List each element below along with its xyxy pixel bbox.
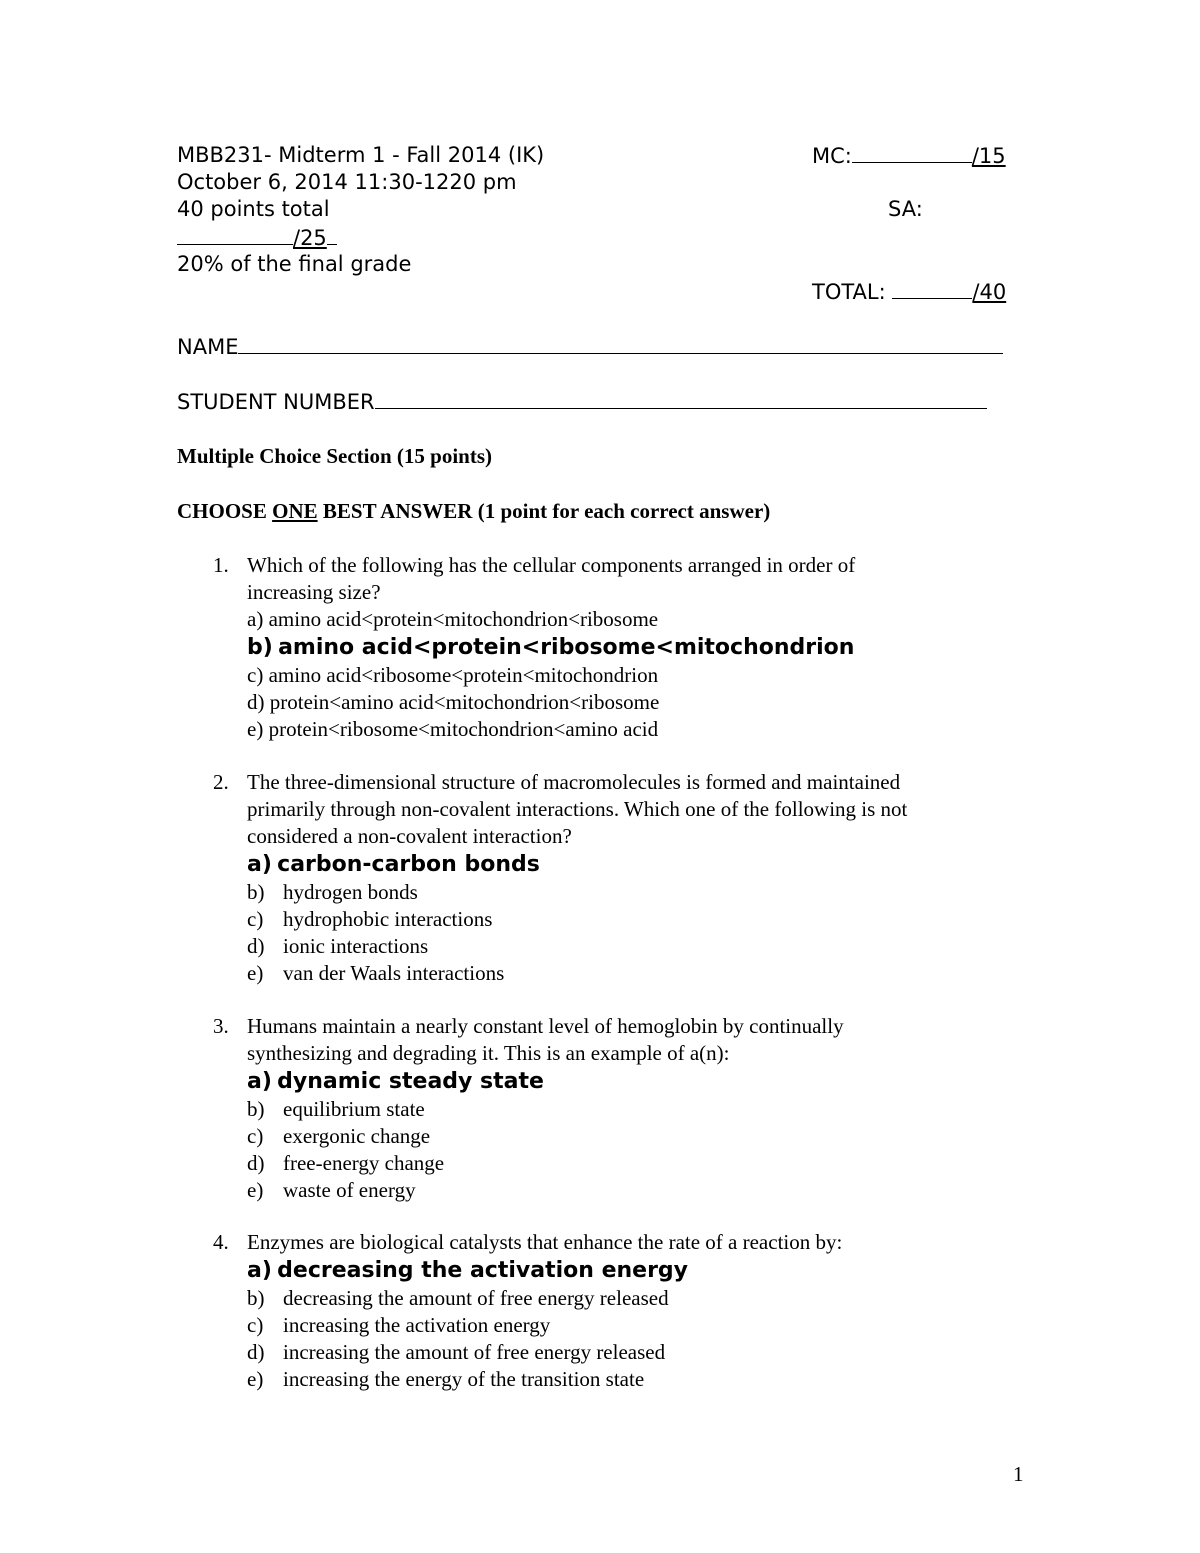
question-stem-line: synthesizing and degrading it. This is an example of a(n):: [247, 1041, 730, 1065]
total-score-line: [812, 278, 1006, 306]
answer-option-b[interactable]: [247, 633, 1037, 662]
answer-option-a[interactable]: [247, 606, 1037, 633]
option-letter: d): [247, 1151, 265, 1175]
sa-blank-tail: [327, 224, 337, 245]
answer-option-b[interactable]: [247, 1285, 1037, 1312]
page-number: 1: [1013, 1462, 1024, 1486]
question-body: [247, 1229, 1037, 1393]
question-number: 4.: [213, 1230, 229, 1254]
answer-option-e[interactable]: [247, 960, 1037, 987]
correct-answer-text: decreasing the activation energy: [277, 1258, 689, 1283]
section-title: Multiple Choice Section (15 points): [177, 444, 492, 468]
answer-option-e[interactable]: [247, 1177, 1037, 1204]
answer-option-c[interactable]: [247, 906, 1037, 933]
answer-option-c[interactable]: [247, 1123, 1037, 1150]
question-stem-line: considered a non-covalent interaction?: [247, 824, 572, 848]
option-text: increasing the amount of free energy released: [283, 1340, 666, 1364]
answer-option-d[interactable]: [247, 933, 1037, 960]
answer-option-d[interactable]: [247, 1150, 1037, 1177]
question-body: [247, 552, 1037, 743]
question-body: [247, 769, 1037, 987]
instruction-pre: CHOOSE: [177, 499, 273, 523]
option-text: van der Waals interactions: [283, 961, 505, 985]
name-input-line[interactable]: [238, 333, 1003, 354]
question-stem-line: The three-dimensional structure of macromolecules is formed and maintained: [247, 770, 901, 794]
question-stem-line: Enzymes are biological catalysts that enhance the rate of a reaction by:: [247, 1230, 843, 1254]
option-text: amino acid<protein<mitochondrion<ribosome: [268, 607, 659, 631]
answer-option-a[interactable]: [247, 850, 1037, 879]
total-blank[interactable]: [892, 278, 972, 299]
instruction-emphasis: ONE: [272, 499, 318, 523]
option-text: amino acid<ribosome<protein<mitochondrion: [268, 663, 659, 687]
option-text: increasing the activation energy: [283, 1313, 551, 1337]
option-letter: e): [247, 1367, 264, 1391]
option-letter: e): [247, 717, 264, 741]
option-text: hydrophobic interactions: [283, 907, 493, 931]
student-number-label: STUDENT NUMBER: [177, 390, 375, 414]
option-text: decreasing the amount of free energy released: [283, 1286, 669, 1310]
answer-option-b[interactable]: [247, 879, 1037, 906]
option-letter: a): [247, 1258, 272, 1283]
sa-total: /25: [293, 226, 327, 250]
option-letter: c): [247, 663, 264, 687]
option-text: exergonic change: [283, 1124, 431, 1148]
option-letter: e): [247, 961, 264, 985]
mc-score-line: [812, 142, 1006, 170]
option-letter: e): [247, 1178, 264, 1202]
answer-option-e[interactable]: [247, 1366, 1037, 1393]
option-letter: b): [247, 635, 273, 660]
option-text: increasing the energy of the transition state: [283, 1367, 645, 1391]
option-letter: d): [247, 1340, 265, 1364]
question-number: 2.: [213, 770, 229, 794]
mc-label: MC:: [812, 144, 852, 168]
name-label: NAME: [177, 335, 239, 359]
question-stem-line: Humans maintain a nearly constant level of hemoglobin by continually: [247, 1014, 844, 1038]
correct-answer-text: carbon-carbon bonds: [277, 852, 540, 877]
option-text: equilibrium state: [283, 1097, 425, 1121]
option-letter: d): [247, 690, 265, 714]
exam-date: October 6, 2014 11:30-1220 pm: [177, 170, 517, 194]
instruction-post: BEST ANSWER (1 point for each correct answer): [317, 499, 771, 523]
answer-option-d[interactable]: [247, 689, 1037, 716]
option-text: ionic interactions: [283, 934, 429, 958]
sa-blank[interactable]: [177, 224, 293, 245]
option-text: protein<amino acid<mitochondrion<ribosome: [269, 690, 660, 714]
question-number: 3.: [213, 1014, 229, 1038]
answer-option-c[interactable]: [247, 1312, 1037, 1339]
student-number-field: [177, 388, 987, 416]
option-text: waste of energy: [283, 1178, 416, 1202]
correct-answer-text: dynamic steady state: [277, 1069, 544, 1094]
option-letter: b): [247, 1097, 265, 1121]
answer-option-e[interactable]: [247, 716, 1037, 743]
answer-option-c[interactable]: [247, 662, 1037, 689]
points-total: 40 points total: [177, 197, 330, 221]
name-field: [177, 333, 1003, 361]
total-label: TOTAL:: [812, 280, 886, 304]
sa-score-line: [177, 224, 337, 252]
answer-option-a[interactable]: [247, 1067, 1037, 1096]
answer-option-d[interactable]: [247, 1339, 1037, 1366]
question-number: 1.: [213, 553, 229, 577]
question-stem-line: primarily through non-covalent interactions. Which one of the following is not: [247, 797, 908, 821]
option-letter: c): [247, 1124, 264, 1148]
option-text: free-energy change: [283, 1151, 445, 1175]
answer-option-b[interactable]: [247, 1096, 1037, 1123]
grade-weight: 20% of the final grade: [177, 252, 412, 276]
option-letter: a): [247, 852, 272, 877]
correct-answer-text: amino acid<protein<ribosome<mitochondrion: [278, 635, 855, 660]
mc-blank[interactable]: [852, 142, 972, 163]
option-text: hydrogen bonds: [283, 880, 418, 904]
option-letter: a): [247, 607, 264, 631]
option-letter: c): [247, 907, 264, 931]
mc-total: /15: [971, 144, 1006, 168]
question-stem-line: Which of the following has the cellular components arranged in order of: [247, 553, 856, 577]
option-letter: b): [247, 1286, 265, 1310]
student-number-input-line[interactable]: [375, 388, 987, 409]
question-body: [247, 1013, 1037, 1204]
exam-title: MBB231- Midterm 1 - Fall 2014 (IK): [177, 143, 545, 167]
section-instruction: [177, 498, 770, 525]
option-letter: d): [247, 934, 265, 958]
total-value: /40: [972, 280, 1007, 304]
option-letter: c): [247, 1313, 264, 1337]
sa-label: SA:: [888, 197, 923, 221]
option-text: protein<ribosome<mitochondrion<amino acid: [268, 717, 659, 741]
option-letter: a): [247, 1069, 272, 1094]
answer-option-a[interactable]: [247, 1256, 1037, 1285]
question-stem-line: increasing size?: [247, 580, 381, 604]
option-letter: b): [247, 880, 265, 904]
